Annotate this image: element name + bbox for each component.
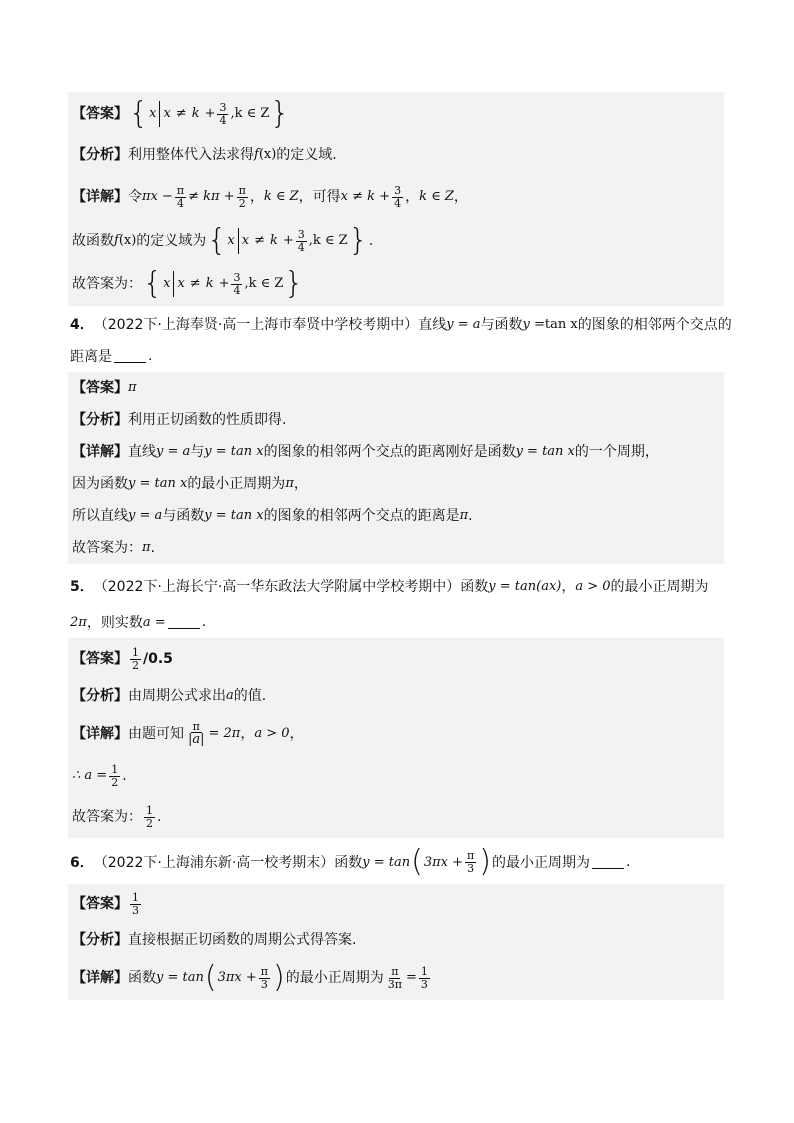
detail-label: 【详解】 bbox=[72, 188, 128, 205]
q4-stem-line-2: 距离是 . bbox=[70, 348, 153, 365]
q4-stem-line-1: 4． （2022下·上海奉贤·高一上海市奉贤中学校考期中） 直线 y = a 与函数 y = tan x 的图象的相邻两个交点的 bbox=[68, 308, 724, 340]
q6-solution-block: 【答案】 $\frac{1}{3}$ 【分析】 直接根据正切函数的周期公式得答案. 【详解】 函数 y = tan ( 3πx + $\frac{\pi}{3}$ ) 的最小正周期为 $\frac{\pi}{3\pi}$ = $\frac{1}{3}$ bbox=[68, 884, 724, 1000]
answer-blank bbox=[114, 350, 146, 363]
q5-stem-line-1: 5． （2022下·上海长宁·高一华东政法大学附属中学校考期中） 函数 y = tan(ax) ， a > 0 的最小正周期为 bbox=[70, 578, 709, 595]
q3-answer-block bbox=[68, 92, 724, 306]
fraction: $\frac{3}{4}$ bbox=[219, 100, 227, 127]
q6-stem-line: 6． （2022下·上海浦东新·高一校考期末） 函数 y = tan ( 3πx + $\frac{\pi}{3}$ ) 的最小正周期为 . bbox=[70, 844, 631, 879]
q3-detail-line-2: 故函数 f (x) 的定义域为 { x x ≠ k + $\frac{3}{4}$ ,k ∈ Z } . bbox=[72, 223, 374, 258]
document-page bbox=[68, 92, 732, 1000]
answer-blank bbox=[168, 616, 200, 629]
q5-solution-block: 【答案】 $\frac{1}{2}$ /0.5 【分析】 由周期公式求出 a 的值. 【详解】 由题可知 $\frac{\pi}{|a|}$ = 2π ， a > 0 ， ∴ a = $\frac{1}{2}$ . 故答案为： $\frac{1}{2}$ . bbox=[68, 638, 724, 838]
q3-answer-line: 【答案】 { x x ≠ k + $\frac{3}{4}$ ,k ∈ Z } bbox=[72, 96, 290, 131]
answer-blank bbox=[592, 856, 624, 869]
q5-stem-line-2: 2π ，则实数 a = . bbox=[70, 614, 207, 631]
question-number: 4． bbox=[70, 317, 94, 333]
q3-analysis-line: 【分析】 利用整体代入法求得 f (x) 的定义域. bbox=[72, 146, 337, 163]
question-source: （2022下·上海奉贤·高一上海市奉贤中学校考期中） bbox=[93, 317, 419, 333]
answer-label: 【答案】 bbox=[72, 105, 128, 122]
q3-detail-line-1: 【详解】 令 πx − $\frac{\pi}{4}$ ≠ kπ + $\frac{\pi}{2}$ ， k ∈ Z ， 可得 x ≠ k + $\frac{3}{4}$ ， k ∈ Z ， bbox=[72, 183, 468, 210]
q4-solution-block: 【答案】 π 【分析】 利用正切函数的性质即得. 【详解】 直线 y = a 与 y = tan x 的图象的相邻两个交点的距离刚好是函数 y = tan x 的一个周期， 因为函数 y = tan x 的最小正周期为 π ， 所以直线 y = a 与函数 y = tan x 的图象的相邻两个交点的距离是 π . 故答案为： π . bbox=[68, 372, 724, 564]
q3-detail-line-3: 故答案为： { x x ≠ k + $\frac{3}{4}$ ,k ∈ Z } bbox=[72, 266, 304, 301]
q4-answer-value: π bbox=[128, 380, 137, 396]
analysis-label: 【分析】 bbox=[72, 146, 128, 163]
